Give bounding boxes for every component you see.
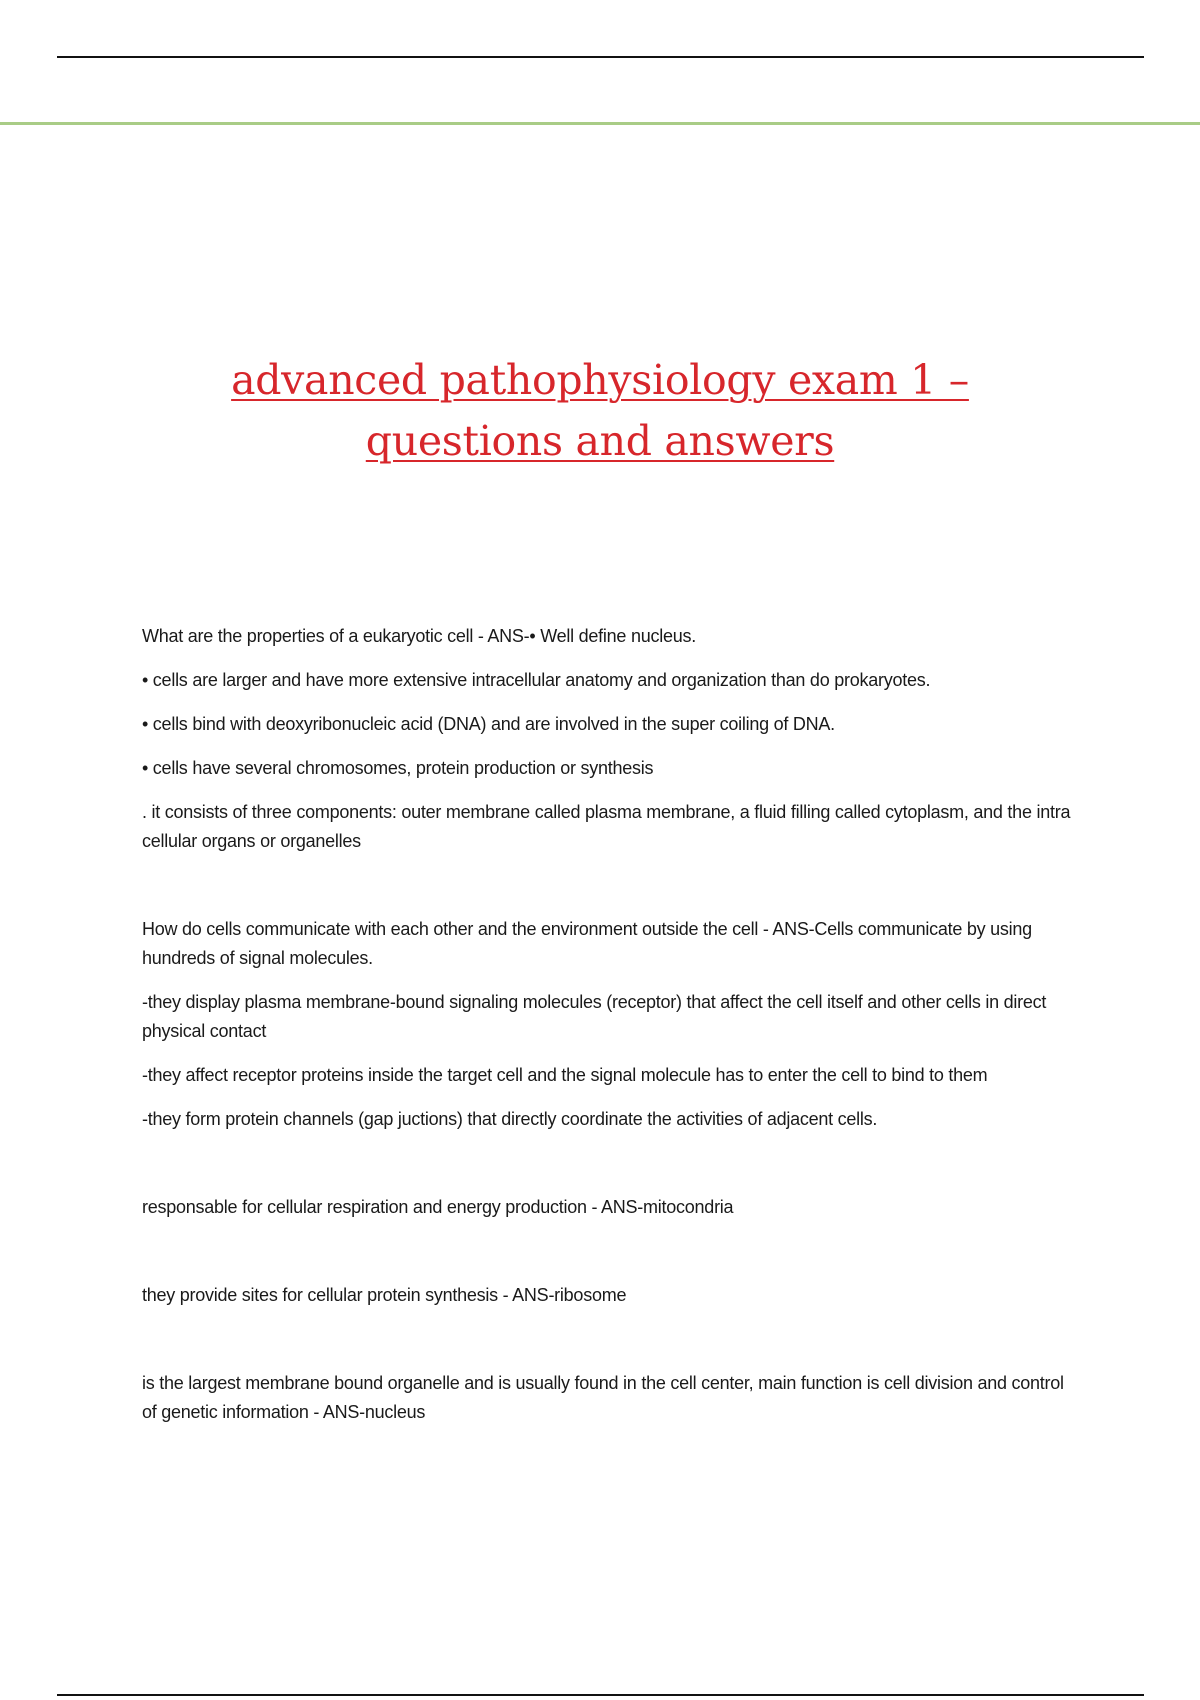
qa-item [142, 622, 1072, 856]
qa-answer-line: • cells bind with deoxyribonucleic acid (DNA) and are involved in the super coiling of DNA. [142, 714, 835, 734]
qa-answer-line: • cells are larger and have more extensive intracellular anatomy and organization than do prokaryotes. [142, 670, 931, 690]
qa-answer-line: . it consists of three components: outer membrane called plasma membrane, a fluid filling called cytoplasm, and the intra cellular organs or organelles [142, 802, 1071, 851]
header-accent-rule [0, 122, 1200, 125]
qa-item [142, 915, 1072, 1134]
qa-separator [142, 1310, 1072, 1369]
qa-separator [142, 1222, 1072, 1281]
qa-question: How do cells communicate with each other and the environment outside the cell - ANS-Cells communicate by using hundreds of signal molecules. [142, 919, 1032, 968]
qa-answer-line: -they affect receptor proteins inside the target cell and the signal molecule has to enter the cell to bind to them [142, 1065, 988, 1085]
document-title-line-1: advanced pathophysiology exam 1 – [231, 356, 969, 404]
qa-separator [142, 856, 1072, 915]
qa-answer-line: -they form protein channels (gap juctions) that directly coordinate the activities of adjacent cells. [142, 1109, 878, 1129]
qa-item [142, 1369, 1072, 1427]
qa-content [142, 622, 1072, 1427]
document-title-line-2: questions and answers [365, 417, 835, 465]
header-rule [57, 56, 1144, 58]
footer-rule [57, 1694, 1144, 1696]
qa-question: What are the properties of a eukaryotic cell - ANS-• Well define nucleus. [142, 626, 696, 646]
qa-question: they provide sites for cellular protein synthesis - ANS-ribosome [142, 1285, 627, 1305]
qa-separator [142, 1134, 1072, 1193]
qa-item [142, 1193, 1072, 1222]
qa-question: is the largest membrane bound organelle and is usually found in the cell center, main function is cell division and control of genetic information - ANS-nucleus [142, 1373, 1064, 1422]
qa-item [142, 1281, 1072, 1310]
qa-answer-line: • cells have several chromosomes, protein production or synthesis [142, 758, 654, 778]
qa-question: responsable for cellular respiration and energy production - ANS-mitocondria [142, 1197, 734, 1217]
document-title [0, 350, 1200, 472]
qa-answer-line: -they display plasma membrane-bound signaling molecules (receptor) that affect the cell itself and other cells in direct physical contact [142, 992, 1047, 1041]
